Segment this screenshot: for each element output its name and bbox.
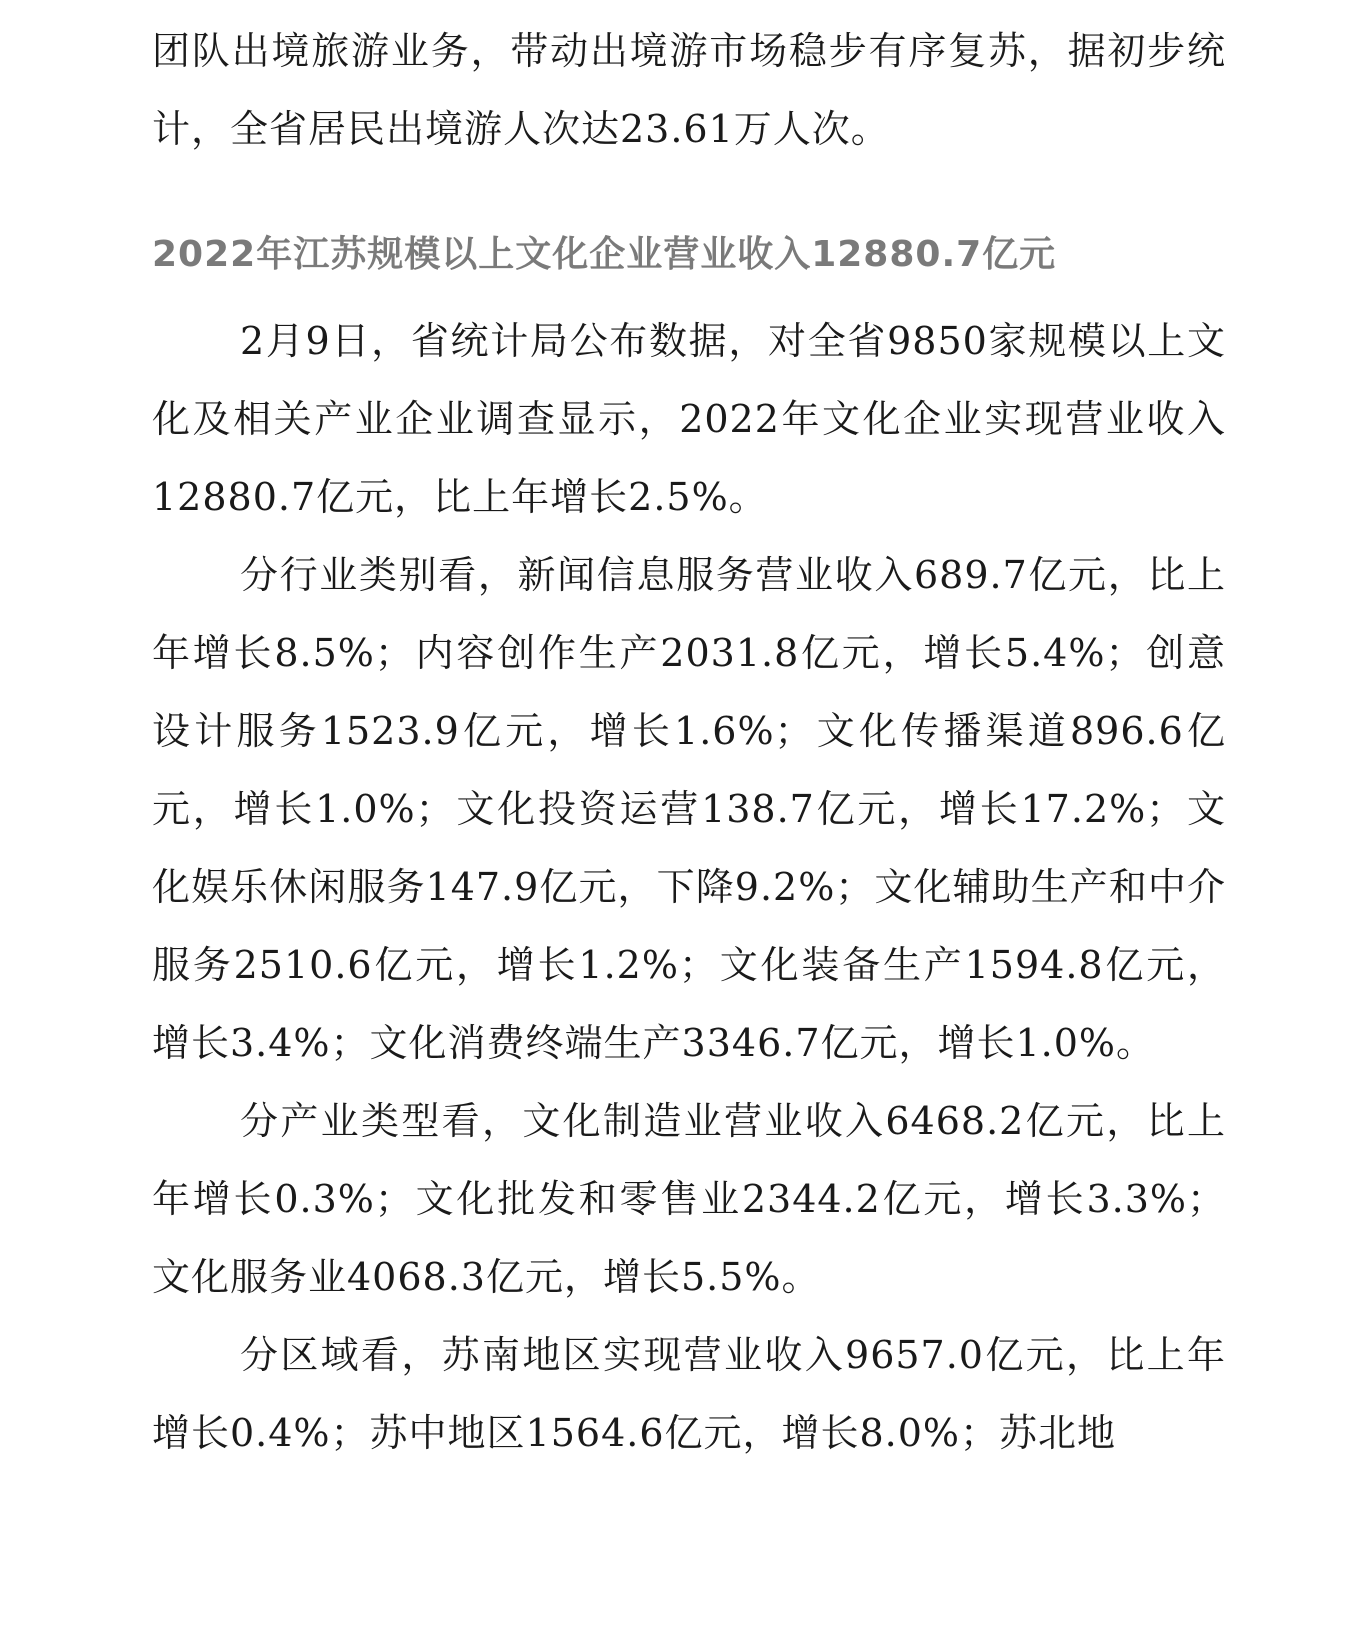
paragraph-by-type: 分产业类型看，文化制造业营业收入6468.2亿元，比上年增长0.3%；文化批发和零售业2344.2亿元，增长3.3%；文化服务业4068.3亿元，增长5.5%。 xyxy=(152,1099,1226,1299)
section-heading: 2022年江苏规模以上文化企业营业收入12880.7亿元 xyxy=(152,234,1057,275)
document-page xyxy=(152,0,1226,1472)
paragraph-overview: 2月9日，省统计局公布数据，对全省9850家规模以上文化及相关产业企业调查显示，2022年文化企业实现营业收入12880.7亿元，比上年增长2.5%。 xyxy=(152,319,1226,519)
paragraph-by-region: 分区域看，苏南地区实现营业收入9657.0亿元，比上年增长0.4%；苏中地区1564.6亿元，增长8.0%；苏北地 xyxy=(152,1333,1226,1455)
continued-paragraph: 团队出境旅游业务，带动出境游市场稳步有序复苏，据初步统计，全省居民出境游人次达23.61万人次。 xyxy=(152,29,1226,151)
paragraph-by-industry: 分行业类别看，新闻信息服务营业收入689.7亿元，比上年增长8.5%；内容创作生产2031.8亿元，增长5.4%；创意设计服务1523.9亿元，增长1.6%；文化传播渠道896.6亿元，增长1.0%；文化投资运营138.7亿元，增长17.2%；文化娱乐休闲服务147.9亿元，下降9.2%；文化辅助生产和中介服务2510.6亿元，增长1.2%；文化装备生产1594.8亿元，增长3.4%；文化消费终端生产3346.7亿元，增长1.0%。 xyxy=(152,553,1226,1065)
